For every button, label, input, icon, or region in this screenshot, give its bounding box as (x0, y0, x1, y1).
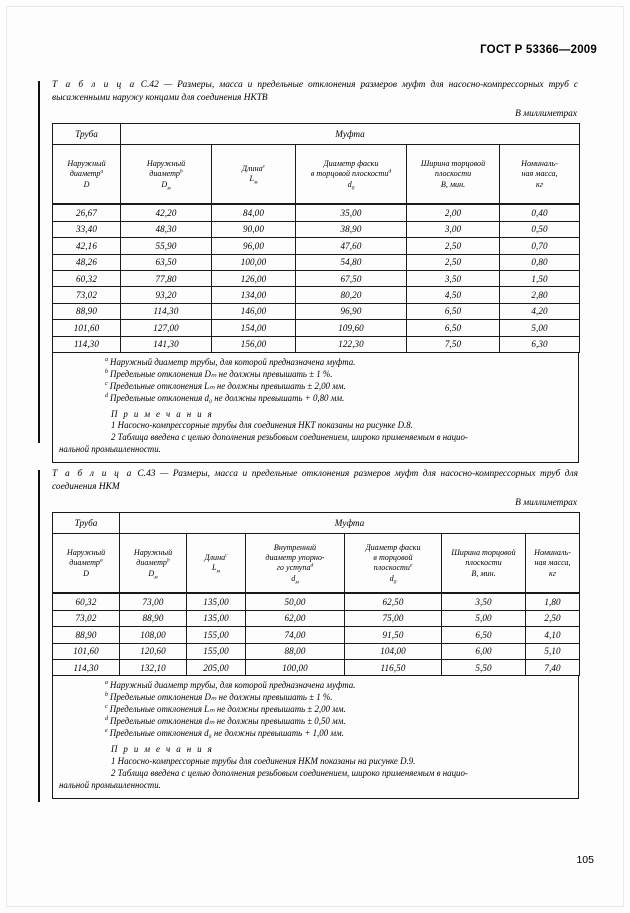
footnote-marker: d (105, 392, 109, 399)
table-c42-group-truba: Труба (53, 124, 121, 145)
table-row (53, 643, 580, 659)
cell: 60,32 (53, 593, 120, 610)
footnote-marker: b (105, 692, 109, 699)
cell: 3,50 (407, 270, 500, 286)
cell: 48,26 (53, 254, 121, 270)
table-row (53, 320, 580, 336)
cell: 116,50 (345, 659, 442, 675)
cell: 80,20 (296, 287, 407, 303)
cell: 4,50 (407, 287, 500, 303)
cell: 104,00 (345, 643, 442, 659)
cell: 6,30 (500, 336, 580, 352)
cell: 109,60 (296, 320, 407, 336)
table-c42-group-header-row (53, 124, 580, 145)
notes-title: П р и м е ч а н и я (111, 743, 214, 754)
col-line2: диаметр (136, 558, 167, 568)
col-symbol: D (148, 568, 155, 578)
cell: 0,40 (500, 204, 580, 221)
table-c43-col-face-width (442, 534, 526, 594)
footnote-text: Наружный диаметр трубы, для которой предназначена муфта. (110, 680, 356, 691)
col-symbol-sub: м (295, 579, 299, 586)
cell: 62,50 (345, 593, 442, 610)
cell: 6,00 (442, 643, 526, 659)
table-c43-col-outer-diameter-coupling (120, 534, 187, 594)
col-line2: диаметр (69, 558, 100, 568)
notes-title: П р и м е ч а н и я (111, 408, 214, 419)
table-row (53, 204, 580, 221)
col-symbol: В, мин. (471, 568, 496, 578)
cell: 33,40 (53, 221, 121, 237)
footnote-text: Предельные отклонения d₀ не должны превышать + 1,00 мм. (109, 727, 344, 738)
table-row (53, 303, 580, 319)
footnote-a (59, 357, 572, 369)
footnote-c (59, 381, 572, 393)
col-line1: Ширина торцовой (451, 548, 516, 558)
cell: 50,00 (246, 593, 345, 610)
table-c42-caption-lead: Т а б л и ц а (52, 80, 136, 90)
col-line1: Номиналь- (521, 159, 558, 169)
table-c43 (52, 512, 580, 676)
table-c43-col-length (187, 534, 246, 594)
footnote-text: Предельные отклонения Dₘ не должны превышать ± 1 %. (110, 368, 333, 379)
cell: 73,02 (53, 610, 120, 626)
cell: 47,60 (296, 238, 407, 254)
cell: 96,00 (212, 238, 296, 254)
footnote-e (59, 728, 572, 740)
col-symbol-sub: 0 (393, 579, 397, 586)
footnote-text: Предельные отклонения Dₘ не должны превышать ± 1 %. (110, 692, 333, 703)
table-c43-col-nominal-mass (526, 534, 580, 594)
col-footnote-marker: c (225, 552, 228, 559)
cell: 38,90 (296, 221, 407, 237)
col-line2: ная масса, (521, 169, 558, 179)
cell: 156,00 (212, 336, 296, 352)
cell: 48,30 (121, 221, 212, 237)
col-footnote-marker: c (262, 163, 266, 170)
cell: 5,00 (442, 610, 526, 626)
cell: 114,30 (53, 336, 121, 352)
cell: 101,60 (53, 643, 120, 659)
cell: 3,50 (442, 593, 526, 610)
table-c43-units-note: В миллиметрах (515, 498, 577, 509)
cell: 75,00 (345, 610, 442, 626)
col-line2: в торцовой (373, 553, 413, 563)
cell: 122,30 (296, 336, 407, 352)
col-line1: Диаметр фаски (365, 543, 421, 552)
col-line2b: плоскости (373, 563, 410, 573)
cell: 5,10 (526, 643, 580, 659)
footnote-b (59, 369, 572, 381)
col-line1: Номиналь- (534, 548, 571, 558)
col-line2: плоскости (465, 558, 502, 568)
table-c42-caption (52, 79, 579, 105)
table-c43-column-header-row (53, 534, 580, 594)
cell: 4,10 (526, 627, 580, 643)
cell: 2,00 (407, 204, 500, 221)
cell: 7,50 (407, 336, 500, 352)
cell: 63,50 (121, 254, 212, 270)
note-1: 1 Насосно-компрессорные трубы для соединения НКТ показаны на рисунке D.8. (111, 420, 413, 431)
table-c42-caption-text: — Размеры, масса и предельные отклонения размеров муфт для насосно-компрессорных труб с высаженными наружу концами для соединения НКТВ (52, 80, 578, 104)
note-2: 2 Таблица введена с целью дополнения резьбовым соединением, широко применяемым в нацио- (111, 767, 468, 778)
cell: 108,00 (120, 627, 187, 643)
col-line1: Наружный (66, 548, 106, 558)
table-c42-col-chamfer-diameter (296, 145, 407, 205)
col-footnote-marker: a (99, 557, 103, 564)
table-c43-col-chamfer-diameter (345, 534, 442, 594)
cell: 5,00 (500, 320, 580, 336)
table-c43-group-truba: Труба (53, 513, 120, 534)
col-footnote-marker: b (166, 557, 170, 564)
col-footnote-marker: d (388, 168, 392, 175)
col-line2: ная масса, (534, 558, 571, 568)
cell: 100,00 (246, 659, 345, 675)
col-line2: в торцовой плоскости (310, 169, 389, 179)
col-line2: диаметр (69, 169, 101, 179)
cell: 3,00 (407, 221, 500, 237)
cell: 135,00 (187, 610, 246, 626)
footnote-d (59, 716, 572, 728)
note-2: 2 Таблица введена с целью дополнения резьбовым соединением, широко применяемым в нацио- (111, 432, 468, 443)
col-symbol-sub: 0 (351, 185, 355, 192)
cell: 35,00 (296, 204, 407, 221)
cell: 90,00 (212, 221, 296, 237)
cell: 135,00 (187, 593, 246, 610)
table-row (53, 287, 580, 303)
table-c43-group-mufta: Муфта (120, 513, 580, 534)
cell: 73,02 (53, 287, 121, 303)
table-row (53, 610, 580, 626)
table-c42-col-outer-diameter-pipe (53, 145, 121, 205)
table-c42-caption-number: С.42 (140, 80, 159, 90)
cell: 84,00 (212, 204, 296, 221)
table-c43-group-header-row (53, 513, 580, 534)
cell: 42,16 (53, 238, 121, 254)
note-2-continued: нальной промышленности. (59, 779, 161, 790)
cell: 114,30 (121, 303, 212, 319)
footnote-d (59, 393, 572, 405)
note-2-continued: нальной промышленности. (59, 444, 161, 455)
footnote-marker: e (105, 728, 108, 735)
cell: 55,90 (121, 238, 212, 254)
cell: 126,00 (212, 270, 296, 286)
col-symbol: D (83, 179, 90, 189)
table-row (53, 221, 580, 237)
table-c42-units-note: В миллиметрах (515, 109, 577, 120)
col-footnote-marker: e (409, 562, 413, 569)
cell: 77,80 (121, 270, 212, 286)
table-c42-notes-area (52, 353, 579, 463)
col-line1: Наружный (146, 159, 186, 169)
col-line1: Длина (241, 164, 263, 174)
cell: 2,50 (407, 238, 500, 254)
col-line1: Ширина торцовой (420, 159, 486, 169)
cell: 132,10 (120, 659, 187, 675)
table-row (53, 593, 580, 610)
footnote-c (59, 704, 572, 716)
col-line1: Наружный (67, 159, 106, 169)
footnote-text: Предельные отклонения dₘ не должны превышать ± 0,50 мм. (110, 716, 346, 727)
footnote-text: Наружный диаметр трубы, для которой предназначена муфта. (110, 356, 356, 367)
cell: 73,00 (120, 593, 187, 610)
table-c42-col-length (212, 145, 296, 205)
table-c43-col-outer-diameter-pipe (53, 534, 120, 594)
cell: 134,00 (212, 287, 296, 303)
col-symbol: D (83, 568, 89, 578)
cell: 88,90 (120, 610, 187, 626)
cell: 114,30 (53, 659, 120, 675)
col-line1: Диаметр фаски (323, 159, 379, 169)
col-symbol: d (347, 179, 352, 189)
col-line2b: го уступа (276, 563, 311, 573)
cell: 93,20 (121, 287, 212, 303)
col-symbol: В, мин. (440, 179, 466, 189)
table-block-c43 (52, 468, 579, 799)
page-number: 105 (576, 854, 594, 866)
cell: 5,50 (442, 659, 526, 675)
col-symbol: D (161, 179, 168, 189)
cell: 2,50 (407, 254, 500, 270)
cell: 60,32 (53, 270, 121, 286)
note-1: 1 Насосно-компрессорные трубы для соединения НКМ показаны на рисунке D.9. (111, 755, 416, 766)
table-c43-caption-number: С.43 (137, 469, 156, 479)
table-c42-col-nominal-mass (500, 145, 580, 205)
table-c42-group-mufta: Муфта (121, 124, 580, 145)
col-footnote-marker: b (179, 168, 183, 175)
footnote-marker: a (105, 356, 109, 363)
footnote-a (59, 680, 572, 692)
table-c42-col-face-width (407, 145, 500, 205)
table-row (53, 659, 580, 675)
cell: 1,50 (500, 270, 580, 286)
cell: 2,80 (500, 287, 580, 303)
cell: 6,50 (407, 303, 500, 319)
footnote-marker: c (105, 380, 108, 387)
table-c42-col-outer-diameter-coupling (121, 145, 212, 205)
cell: 88,90 (53, 627, 120, 643)
cell: 0,70 (500, 238, 580, 254)
col-line1: Внутренний (273, 543, 317, 552)
table-row (53, 254, 580, 270)
table-row (53, 336, 580, 352)
cell: 91,50 (345, 627, 442, 643)
table-c43-caption (52, 468, 579, 494)
cell: 42,20 (121, 204, 212, 221)
change-bar-table-c42 (38, 81, 40, 443)
cell: 6,50 (407, 320, 500, 336)
col-footnote-marker: d (310, 562, 314, 569)
cell: 120,60 (120, 643, 187, 659)
cell: 205,00 (187, 659, 246, 675)
cell: 7,40 (526, 659, 580, 675)
col-footnote-marker: a (100, 168, 104, 175)
col-line1: Наружный (133, 548, 173, 558)
cell: 2,50 (526, 610, 580, 626)
cell: 1,80 (526, 593, 580, 610)
change-bar-table-c43 (38, 470, 40, 802)
cell: 155,00 (187, 643, 246, 659)
cell: 54,80 (296, 254, 407, 270)
col-symbol: d (389, 573, 394, 583)
col-line2: диаметр (149, 169, 180, 179)
footnote-marker: c (105, 704, 108, 711)
cell: 67,50 (296, 270, 407, 286)
col-symbol: d (291, 573, 296, 583)
footnote-marker: d (105, 716, 109, 723)
cell: 100,00 (212, 254, 296, 270)
cell: 155,00 (187, 627, 246, 643)
table-c43-caption-text: — Размеры, масса и предельные отклонения размеров муфт для насосно-компрессорных труб для соединения НКМ (52, 469, 578, 493)
table-c43-col-inner-shoulder-diameter (246, 534, 345, 594)
footnote-marker: b (105, 368, 109, 375)
table-c42 (52, 123, 580, 353)
col-symbol-sub: м (167, 185, 171, 192)
col-symbol-sub: м (254, 180, 258, 187)
footnote-text: Предельные отклонения d₀ не должны превышать + 0,80 мм. (110, 392, 345, 403)
col-symbol: L (249, 174, 254, 184)
table-block-c42 (52, 79, 579, 463)
cell: 154,00 (212, 320, 296, 336)
col-unit: кг (549, 568, 556, 578)
cell: 62,00 (246, 610, 345, 626)
cell: 0,80 (500, 254, 580, 270)
cell: 101,60 (53, 320, 121, 336)
table-c43-body (53, 593, 580, 675)
cell: 6,50 (442, 627, 526, 643)
footnote-text: Предельные отклонения Lₘ не должны превышать ± 2,00 мм. (109, 380, 346, 391)
cell: 141,30 (121, 336, 212, 352)
cell: 96,90 (296, 303, 407, 319)
table-row (53, 627, 580, 643)
table-row (53, 270, 580, 286)
cell: 88,00 (246, 643, 345, 659)
table-c43-notes-area (52, 676, 579, 798)
col-line2: диаметр упорно- (265, 553, 325, 563)
col-symbol-sub: м (216, 569, 221, 576)
cell: 26,67 (53, 204, 121, 221)
cell: 4,20 (500, 303, 580, 319)
table-row (53, 238, 580, 254)
col-line2: плоскости (434, 169, 472, 179)
standard-code-header: ГОСТ Р 53366—2009 (480, 44, 597, 56)
cell: 146,00 (212, 303, 296, 319)
footnote-b (59, 692, 572, 704)
col-line1: Длина (204, 553, 226, 563)
table-c42-body (53, 204, 580, 352)
cell: 127,00 (121, 320, 212, 336)
col-symbol-sub: м (154, 574, 158, 581)
table-c43-caption-lead: Т а б л и ц а (52, 469, 133, 479)
col-symbol: L (211, 563, 217, 573)
table-c42-column-header-row (53, 145, 580, 205)
cell: 88,90 (53, 303, 121, 319)
footnote-text: Предельные отклонения Lₘ не должны превышать ± 2,00 мм. (109, 704, 346, 715)
footnote-marker: a (105, 680, 109, 687)
cell: 0,50 (500, 221, 580, 237)
col-unit: кг (536, 179, 543, 189)
cell: 74,00 (246, 627, 345, 643)
